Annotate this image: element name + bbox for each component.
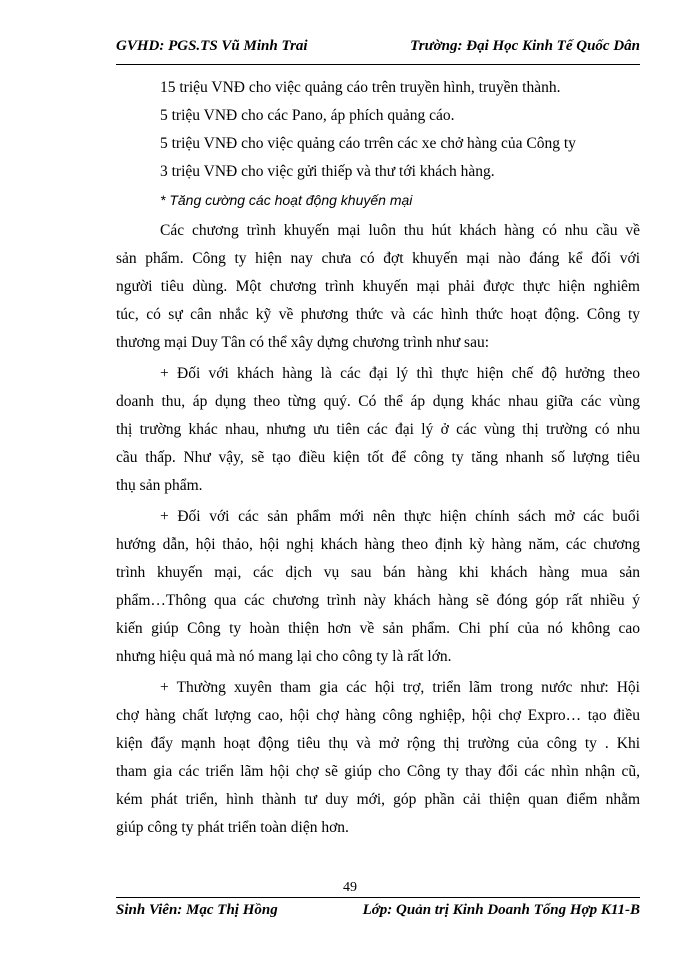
paragraph-line: + Đối với các sản phẩm mới nên thực hiện chính sách mở các buổi [160, 508, 640, 525]
paragraph-line: nhưng hiệu quả mà nó mang lại cho công ty là rất lớn. [116, 648, 452, 665]
paragraph-intro [116, 217, 640, 357]
paragraph-line: + Thường xuyên tham gia các hội trợ, triển lãm trong nước như: Hội [160, 679, 640, 696]
paragraph-line: thương mại Duy Tân có thể xây dựng chương trình như sau: [116, 334, 489, 351]
paragraph-line: kiến giúp Công ty hoàn thiện hơn về sản phẩm. Chi phí của nó không cao [116, 620, 640, 637]
paragraph-line: cầu thấp. Như vậy, sẽ tạo điều kiện tốt để công ty tăng nhanh số lượng tiêu [116, 449, 640, 466]
header-divider [116, 64, 640, 65]
paragraph-line: giúp công ty phát triển toàn diện hơn. [116, 819, 349, 836]
budget-line: 5 triệu VNĐ cho việc quảng cáo trrên các xe chở hàng của Công ty [160, 135, 576, 152]
budget-list [116, 74, 640, 186]
paragraph-line: thị trường khác nhau, nhưng ưu tiên các đại lý ở các vùng thị trường có nhu [116, 421, 640, 438]
budget-line: 5 triệu VNĐ cho các Pano, áp phích quảng cáo. [160, 107, 455, 124]
header-supervisor: GVHD: PGS.TS Vũ Minh Trai [116, 38, 308, 54]
header-university: Trường: Đại Học Kinh Tế Quốc Dân [410, 38, 640, 54]
footer-class: Lớp: Quản trị Kinh Doanh Tổng Hợp K11-B [362, 902, 640, 918]
paragraph-line: Các chương trình khuyến mại luôn thu hút khách hàng có nhu cầu về [160, 222, 640, 239]
footer-student: Sinh Viên: Mạc Thị Hồng [116, 902, 278, 918]
page-number: 49 [343, 880, 357, 895]
paragraph-line: sản phẩm. Công ty hiện nay chưa có đợt khuyến mại nào đáng kể đối với [116, 250, 640, 267]
budget-line: 15 triệu VNĐ cho việc quảng cáo trên truyền hình, truyền thành. [160, 79, 561, 96]
section-subheading: * Tăng cường các hoạt động khuyến mại [160, 192, 413, 208]
paragraph-line: phẩm…Thông qua các chương trình này khách hàng sẽ đóng góp rất nhiều ý [116, 592, 640, 609]
paragraph-line: người tiêu dùng. Một chương trình khuyến mại phải được thực hiện nghiêm [116, 278, 640, 295]
paragraph-line: hướng dẫn, hội thảo, hội nghị khách hàng theo định kỳ hàng năm, các chương [116, 536, 640, 553]
document-body [116, 74, 640, 842]
paragraph-line: túc, có sự cân nhắc kỹ về phương thức và các hình thức hoạt động. Công ty [116, 306, 640, 323]
footer-divider [116, 897, 640, 898]
paragraph-line: tham gia các triển lãm hội chợ sẽ giúp cho Công ty thay đổi các nhìn nhận cũ, [116, 763, 640, 780]
paragraph-line: trình khuyến mại, các dịch vụ sau bán hàng khi khách hàng mua sản [116, 564, 640, 581]
paragraph-line: kiện đẩy mạnh hoạt động tiêu thụ và mở rộng thị trường của công ty . Khi [116, 735, 640, 752]
paragraph-line: thụ sản phẩm. [116, 477, 203, 494]
paragraph-trade-fairs [116, 674, 640, 842]
paragraph-agents [116, 360, 640, 500]
paragraph-line: doanh thu, áp dụng theo từng quý. Có thể áp dụng khác nhau giữa các vùng [116, 393, 640, 410]
page-footer [116, 902, 640, 924]
paragraph-line: chợ hàng chất lượng cao, hội chợ hàng công nghiệp, hội chợ Expro… tạo điều [116, 707, 640, 724]
paragraph-line: + Đối với khách hàng là các đại lý thì thực hiện chế độ hưởng theo [160, 365, 640, 382]
budget-line: 3 triệu VNĐ cho việc gửi thiếp và thư tới khách hàng. [160, 163, 495, 180]
paragraph-line: kém phát triển, hình thành tư duy mới, góp phần cải thiện quan điểm nhằm [116, 791, 640, 808]
paragraph-new-products [116, 503, 640, 671]
page-header [116, 38, 640, 60]
